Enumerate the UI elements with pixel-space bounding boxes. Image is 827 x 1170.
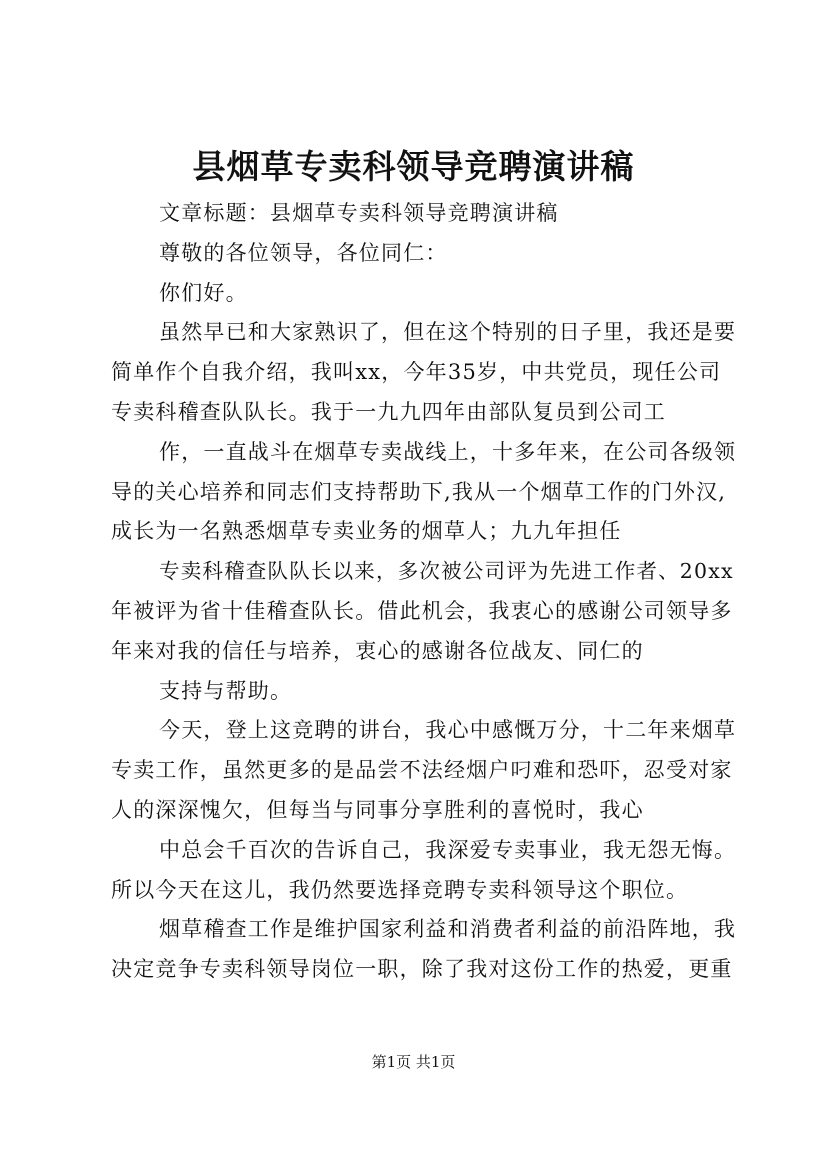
body-line: 专卖科稽查队队长以来，多次被公司评为先进工作者、20xx [159,559,734,584]
body-line: 所以今天在这儿，我仍然要选择竞聘专卖科领导这个职位。 [111,877,689,902]
body-line: 中总会千百次的告诉自己，我深爱专卖事业，我无怨无悔。 [159,837,737,862]
body-line: 尊敬的各位领导，各位同仁： [159,240,448,265]
body-line: 烟草稽查工作是维护国家利益和消费者利益的前沿阵地，我 [159,917,737,942]
body-line: 决定竞争专卖科领导岗位一职，除了我对这份工作的热爱，更重 [111,957,733,982]
document-title: 县烟草专卖科领导竞聘演讲稿 [192,147,635,186]
body-line: 专卖科稽查队队长。我于一九九四年由部队复员到公司工 [111,399,666,424]
document-body [111,194,736,990]
body-line: 文章标题：县烟草专卖科领导竞聘演讲稿 [159,201,559,225]
body-line: 作，一直战斗在烟草专卖战线上，十多年来，在公司各级领 [159,439,737,464]
page-footer: 第1页 共1页 [371,1053,456,1071]
body-line: 年被评为省十佳稽查队长。借此机会，我衷心的感谢公司领导多 [111,598,733,623]
body-line: 成长为一名熟悉烟草专卖业务的烟草人；九九年担任 [111,519,622,544]
body-line: 虽然早已和大家熟识了，但在这个特别的日子里，我还是要 [159,320,737,345]
body-line: 你们好。 [159,280,248,305]
body-line: 支持与帮助。 [159,678,293,703]
body-line: 专卖工作，虽然更多的是品尝不法经烟户叼难和恐吓，忍受对家 [111,758,733,783]
body-line: 今天，登上这竞聘的讲台，我心中感慨万分，十二年来烟草 [159,718,737,743]
body-line: 导的关心培养和同志们支持帮助下,我从一个烟草工作的门外汉, [111,479,727,504]
body-line: 年来对我的信任与培养，衷心的感谢各位战友、同仁的 [111,638,644,663]
body-line: 人的深深愧欠，但每当与同事分享胜利的喜悦时，我心 [111,797,644,822]
body-line: 简单作个自我介绍，我叫xx，今年35岁，中共党员，现任公司 [111,360,722,385]
